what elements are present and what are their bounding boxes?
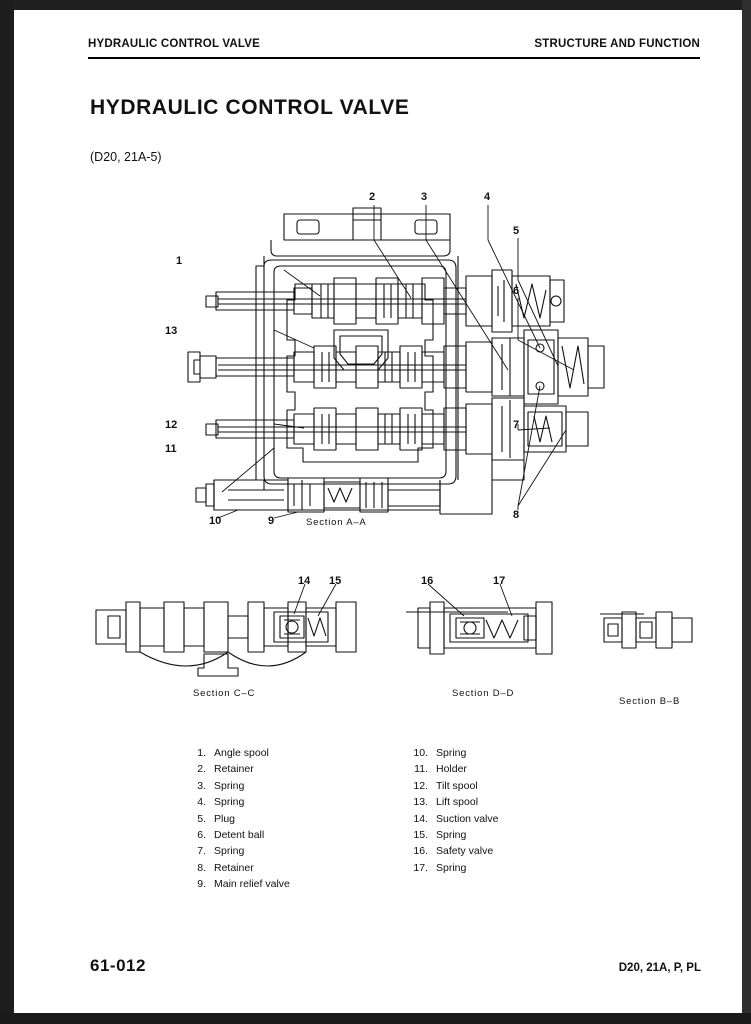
legend-number: 4.	[197, 796, 206, 809]
callout-7: 7	[513, 419, 520, 431]
legend-number: 8.	[197, 861, 206, 874]
list-item	[408, 846, 608, 857]
callout-17: 17	[493, 575, 506, 587]
scan-edge-bottom	[0, 1013, 751, 1024]
legend-number: 10.	[413, 747, 428, 759]
header-divider	[88, 57, 700, 59]
legend-number: 9.	[197, 878, 206, 891]
list-item	[408, 814, 608, 825]
legend-number: 11.	[414, 763, 428, 776]
caption-section-cc: Section C–C	[193, 688, 256, 699]
header-left-title: HYDRAULIC CONTROL VALVE	[88, 38, 260, 50]
list-item	[186, 764, 386, 775]
list-item	[186, 814, 386, 825]
legend-number: 15.	[413, 828, 428, 841]
list-item	[186, 781, 386, 792]
list-item	[408, 764, 608, 775]
page-number: 61-012	[90, 956, 146, 975]
legend-label: Spring	[436, 828, 467, 841]
callout-3: 3	[421, 191, 428, 203]
callout-8: 8	[513, 509, 520, 521]
callout-9: 9	[268, 515, 275, 527]
caption-section-dd: Section D–D	[452, 688, 515, 699]
list-item	[186, 863, 386, 874]
scan-edge-top	[0, 0, 751, 10]
callout-14: 14	[298, 575, 311, 587]
legend-label: Safety valve	[436, 845, 494, 858]
list-item	[186, 830, 386, 841]
legend-label: Spring	[214, 779, 245, 792]
page-title: HYDRAULIC CONTROL VALVE	[90, 96, 410, 119]
callout-10: 10	[209, 515, 222, 527]
legend-label: Detent ball	[214, 828, 265, 841]
legend-label: Main relief valve	[214, 878, 290, 891]
header-right-title: STRUCTURE AND FUNCTION	[534, 38, 700, 50]
hydraulic-control-valve-figure	[88, 180, 704, 740]
list-item	[186, 879, 386, 890]
legend-label: Suction valve	[436, 812, 499, 825]
callout-6: 6	[513, 285, 520, 297]
list-item	[408, 863, 608, 874]
legend-label: Spring	[214, 845, 245, 858]
legend-label: Spring	[436, 861, 467, 874]
list-item	[408, 748, 608, 759]
caption-section-aa: Section A–A	[306, 517, 367, 528]
callout-2: 2	[369, 191, 376, 203]
list-item	[408, 797, 608, 808]
callout-15: 15	[329, 575, 342, 587]
legend-label: Lift spool	[436, 796, 479, 809]
page-header	[88, 38, 700, 50]
callout-13: 13	[165, 325, 178, 337]
legend-number: 6.	[197, 828, 206, 841]
legend-label: Spring	[436, 747, 467, 759]
legend-number: 12.	[413, 779, 428, 792]
legend-number: 14.	[413, 812, 428, 825]
legend-label: Retainer	[214, 763, 254, 776]
list-item	[186, 797, 386, 808]
legend-label: Retainer	[214, 861, 254, 874]
legend-label: Spring	[214, 796, 245, 809]
list-item	[186, 846, 386, 857]
list-item	[408, 781, 608, 792]
figure-svg	[88, 180, 704, 740]
callout-11: 11	[165, 443, 177, 455]
footer-model: D20, 21A, P, PL	[618, 962, 701, 974]
legend-number: 13.	[413, 796, 428, 809]
callout-12: 12	[165, 419, 178, 431]
legend-label: Holder	[436, 763, 467, 776]
caption-section-bb: Section B–B	[619, 696, 681, 707]
list-item	[186, 748, 386, 759]
legend-number: 5.	[197, 812, 206, 825]
legend-number: 1.	[197, 747, 206, 759]
legend-number: 17.	[413, 861, 428, 874]
callout-16: 16	[421, 575, 434, 587]
legend-number: 3.	[197, 779, 206, 792]
model-subtitle: (D20, 21A-5)	[90, 150, 162, 164]
legend-number: 16.	[413, 845, 428, 858]
legend-number: 7.	[197, 845, 206, 858]
legend-column-right	[408, 748, 608, 879]
legend-label: Tilt spool	[436, 779, 478, 792]
legend-label: Angle spool	[214, 747, 269, 759]
legend-label: Plug	[214, 812, 236, 825]
callout-4: 4	[484, 191, 491, 203]
callout-5: 5	[513, 225, 520, 237]
scan-edge-right	[742, 0, 751, 1024]
legend-number: 2.	[197, 763, 206, 776]
list-item	[408, 830, 608, 841]
scan-edge-left	[0, 0, 14, 1024]
callout-1: 1	[176, 255, 183, 267]
legend-column-left	[186, 748, 386, 896]
